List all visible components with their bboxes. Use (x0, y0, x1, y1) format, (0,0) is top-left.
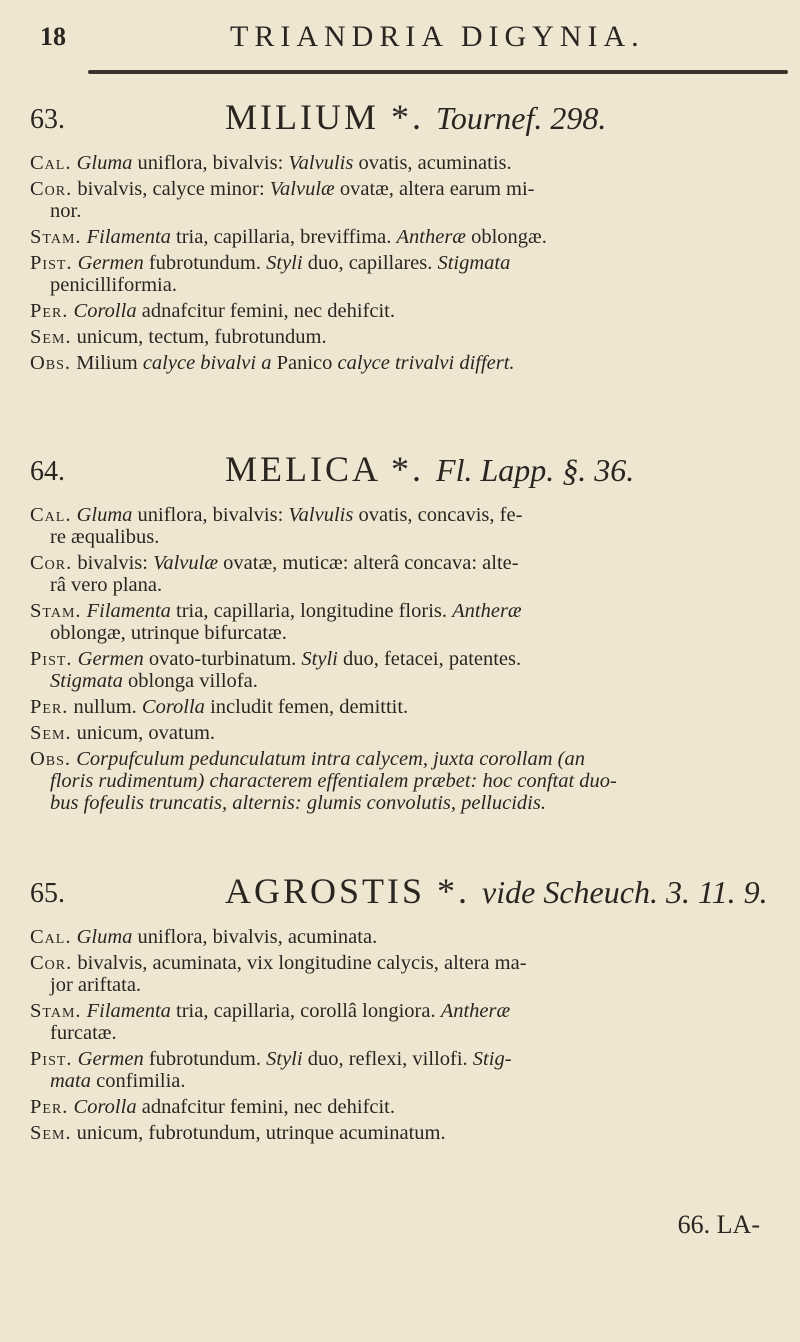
part-label: Pist. (30, 1048, 73, 1070)
part-label: Cal. (30, 504, 72, 526)
genus-entry (30, 92, 790, 374)
italic-term: calyce trivalvi differt. (337, 352, 515, 374)
description-line: Stam. Filamenta tria, capillaria, longitudine floris. Antheræ (30, 600, 522, 622)
italic-term: Styli (266, 252, 303, 274)
italic-term: Germen (77, 648, 144, 670)
catchword: 66. LA- (677, 1210, 760, 1239)
description-line: penicilliformia. (50, 274, 177, 296)
page-header (40, 18, 790, 58)
part-label: Pist. (30, 252, 73, 274)
description-line: Sem. unicum, fubrotundum, utrinque acuminatum. (30, 1122, 446, 1144)
genus-number: 65. (30, 878, 65, 909)
part-label: Per. (30, 696, 69, 718)
genus-reference: vide Scheuch. 3. 11. 9. (482, 874, 768, 910)
italic-term: Antheræ (396, 226, 466, 248)
italic-term: Germen (77, 1048, 144, 1070)
description-line: Pist. Germen fubrotundum. Styli duo, reflexi, villofi. Stig- (30, 1048, 512, 1070)
description-line: Cor. bivalvis, calyce minor: Valvulæ ovatæ, altera earum mi- (30, 178, 535, 200)
genus-number: 64. (30, 456, 65, 487)
italic-term: bus fofeulis truncatis, alternis: glumis convolutis, pellucidis. (50, 792, 546, 814)
italic-term: Filamenta (86, 226, 171, 248)
genus-name: AGROSTIS *. vide Scheuch. 3. 11. 9. (225, 871, 768, 911)
part-label: Obs. (30, 748, 72, 770)
genus-title (30, 866, 790, 926)
genus-description (30, 152, 790, 374)
description-line: jor ariftata. (50, 974, 142, 996)
part-label: Sem. (30, 326, 72, 348)
description-line: Sem. unicum, tectum, fubrotundum. (30, 326, 327, 348)
italic-term: calyce bivalvi a (142, 352, 272, 374)
italic-term: Styli (266, 1048, 303, 1070)
description-line: Pist. Germen ovato-turbinatum. Styli duo, fetacei, patentes. (30, 648, 522, 670)
italic-term: Valvulæ (269, 178, 335, 200)
description-line: Per. nullum. Corolla includit femen, demittit. (30, 696, 409, 718)
description-line: nor. (50, 200, 82, 222)
description-line: Cal. Gluma uniflora, bivalvis, acuminata. (30, 926, 378, 948)
italic-term: Valvulæ (153, 552, 219, 574)
description-line: oblongæ, utrinque bifurcatæ. (50, 622, 287, 644)
italic-term: Antheræ (440, 1000, 511, 1022)
italic-term: floris rudimentum) characterem effentialem præbet: hoc conftat duo- (50, 770, 617, 792)
description-line: Stam. Filamenta tria, capillaria, corollâ longiora. Antheræ (30, 1000, 511, 1022)
running-head: TRIANDRIA DIGYNIA. (230, 20, 645, 53)
description-line (30, 748, 790, 770)
italic-term: Stigmata (50, 670, 123, 692)
description-line: râ vero plana. (50, 574, 163, 596)
description-line: Stigmata oblonga villofa. (50, 670, 258, 692)
part-label: Pist. (30, 648, 73, 670)
description-line: Cal. Gluma uniflora, bivalvis: Valvulis ovatis, concavis, fe- (30, 504, 523, 526)
part-label: Per. (30, 1096, 69, 1118)
genus-description (30, 926, 790, 1144)
part-label: Cal. (30, 926, 72, 948)
description-line: Stam. Filamenta tria, capillaria, breviffima. Antheræ oblongæ. (30, 226, 547, 248)
part-label: Cor. (30, 178, 73, 200)
part-label: Cal. (30, 152, 72, 174)
italic-term: Corpufculum pedunculatum intra calycem, juxta corollam (an (76, 748, 585, 770)
italic-term: Filamenta (86, 600, 171, 622)
italic-term: Corolla (73, 300, 137, 322)
italic-term: Valvulis (288, 504, 354, 526)
description-line (30, 770, 790, 792)
genus-reference: Fl. Lapp. §. 36. (436, 452, 635, 488)
part-label: Stam. (30, 600, 82, 622)
genus-name: MELICA *. Fl. Lapp. §. 36. (225, 449, 635, 489)
italic-term: Antheræ (452, 600, 522, 622)
description-line (30, 792, 790, 814)
description-line: re æqualibus. (50, 526, 160, 548)
genus-reference: Tournef. 298. (435, 100, 607, 136)
description-line: mata confimilia. (50, 1070, 186, 1092)
italic-term: Corolla (141, 696, 205, 718)
page-number: 18 (40, 22, 66, 51)
genus-entry (30, 444, 790, 814)
part-label: Obs. (30, 352, 72, 374)
italic-term: Stigmata (437, 252, 511, 274)
part-label: Per. (30, 300, 69, 322)
italic-term: Gluma (76, 926, 133, 948)
part-label: Sem. (30, 722, 72, 744)
description-line: Cor. bivalvis, acuminata, vix longitudine calycis, altera ma- (30, 952, 527, 974)
description-line: Cal. Gluma uniflora, bivalvis: Valvulis ovatis, acuminatis. (30, 152, 512, 174)
part-label: Cor. (30, 952, 73, 974)
part-label: Cor. (30, 552, 73, 574)
italic-term: Valvulis (288, 152, 354, 174)
header-rule (88, 70, 788, 74)
description-line: Per. Corolla adnafcitur femini, nec dehifcit. (30, 300, 396, 322)
italic-term: Styli (301, 648, 338, 670)
italic-term: Filamenta (86, 1000, 171, 1022)
part-label: Stam. (30, 1000, 82, 1022)
description-line: Pist. Germen fubrotundum. Styli duo, capillares. Stigmata (30, 252, 511, 274)
italic-term: Stig- (472, 1048, 512, 1070)
italic-term: Gluma (76, 504, 133, 526)
description-line: Obs. Milium calyce bivalvi a Panico calyce trivalvi differt. (30, 352, 515, 374)
italic-term: mata (50, 1070, 91, 1092)
genus-title (30, 92, 790, 152)
part-label: Sem. (30, 1122, 72, 1144)
italic-term: Corolla (73, 1096, 137, 1118)
italic-term: Gluma (76, 152, 133, 174)
description-line: furcatæ. (50, 1022, 117, 1044)
part-label: Stam. (30, 226, 82, 248)
italic-term: Germen (77, 252, 144, 274)
genus-title (30, 444, 790, 504)
genus-number: 63. (30, 104, 65, 135)
genus-name: MILIUM *. Tournef. 298. (225, 97, 607, 137)
genus-description (30, 504, 790, 814)
description-line: Cor. bivalvis: Valvulæ ovatæ, muticæ: alterâ concava: alte- (30, 552, 519, 574)
genus-entry (30, 866, 790, 1144)
description-line: Sem. unicum, ovatum. (30, 722, 216, 744)
description-line: Per. Corolla adnafcitur femini, nec dehifcit. (30, 1096, 396, 1118)
